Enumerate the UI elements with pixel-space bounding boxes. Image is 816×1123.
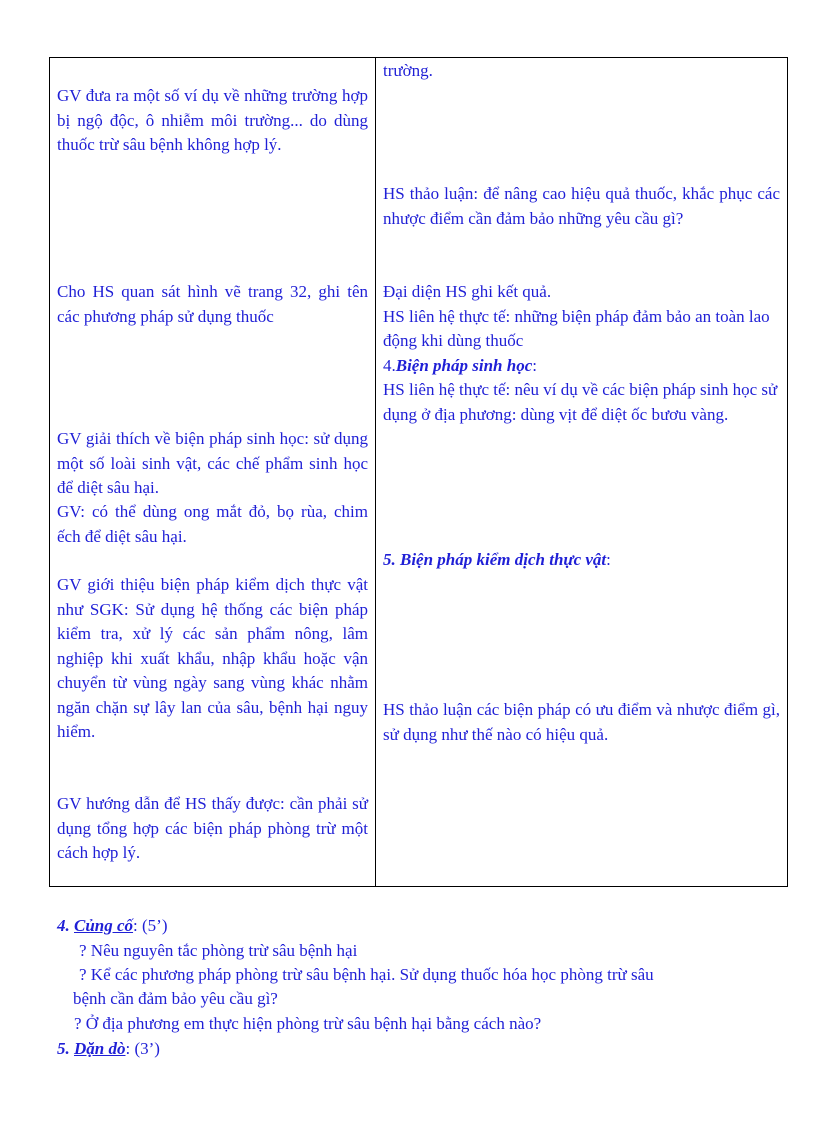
teacher-activity-5: GV giới thiệu biện pháp kiểm dịch thực vật như SGK: Sử dụng hệ thống các biện pháp kiểm tra, xử lý các sản phẩm nông, lâm nghiệp khi xuất khẩu, nhập khẩu hoặc vận chuyển từ vùng ngày sang vùng khác nhằm ngăn chặn sự lây lan của sâu, bệnh hại nguy hiểm. [57, 575, 368, 741]
student-activity-2 [383, 280, 780, 427]
heading-colon: : [606, 550, 611, 569]
student-activity-discussion: HS thảo luận các biện pháp có ưu điểm và nhược điểm gì, sử dụng như thế nào có hiệu quả. [383, 700, 780, 744]
heading-text: 5. Biện pháp kiểm dịch thực vật [383, 550, 607, 569]
lesson-table [49, 57, 788, 887]
heading-number: 4. [383, 355, 396, 375]
question-2-line-1: ? Kể các phương pháp phòng trừ sâu bệnh hại. Sử dụng thuốc hóa học phòng trừ sâu [79, 965, 654, 984]
student-safety-line: HS liên hệ thực tế: những biện pháp đảm bảo an toàn lao động khi dùng thuốc [383, 306, 770, 350]
section-number: 5. [57, 1039, 70, 1058]
teacher-activity-6: GV hướng dẫn để HS thấy được: cần phải sử dụng tổng hợp các biện pháp phòng trừ một cách hợp lý. [57, 794, 368, 862]
student-activity-1: HS thảo luận: để nâng cao hiệu quả thuốc, khắc phục các nhược điểm cần đảm bảo những yêu cầu gì? [383, 184, 780, 228]
question-3: ? Ở địa phương em thực hiện phòng trừ sâu bệnh hại bằng cách nào? [74, 1014, 542, 1033]
teacher-activity-3: GV giải thích về biện pháp sinh học: sử dụng một số loài sinh vật, các chế phẩm sinh học để diệt sâu hại. [57, 429, 368, 497]
section-heading-biological [383, 354, 780, 379]
section-time: : (3’) [125, 1039, 160, 1058]
teacher-activity-1: GV đưa ra một số ví dụ về những trường hợp bị ngộ độc, ô nhiễm môi trường... do dùng thuốc trừ sâu bệnh không hợp lý. [57, 86, 368, 154]
student-activity-continuation: trường. [383, 61, 433, 80]
teacher-activity-2: Cho HS quan sát hình vẽ trang 32, ghi tên các phương pháp sử dụng thuốc [57, 282, 368, 326]
question-2-line-2: bệnh cần đảm bảo yêu cầu gì? [73, 989, 278, 1008]
question-1: ? Nêu nguyên tắc phòng trừ sâu bệnh hại [79, 941, 358, 960]
section-number: 4. [57, 916, 70, 935]
section-title: Dặn dò [74, 1039, 126, 1058]
section-heading-quarantine [383, 548, 780, 573]
section-title: Củng cố [74, 916, 134, 935]
section-time: : (5’) [133, 916, 168, 935]
student-biological-example: HS liên hệ thực tế: nêu ví dụ về các biện pháp sinh học sử dụng ở địa phương: dùng vịt để diệt ốc bươu vàng. [383, 380, 778, 424]
teacher-activity-4: GV: có thể dùng ong mắt đỏ, bọ rùa, chim ếch để diệt sâu hại. [57, 502, 368, 546]
section-4-heading [57, 914, 168, 939]
heading-text: Biện pháp sinh học [395, 355, 533, 375]
section-5-heading [57, 1037, 160, 1062]
student-result-line: Đại diện HS ghi kết quả. [383, 282, 552, 301]
column-divider [375, 58, 376, 886]
heading-colon: : [532, 355, 537, 375]
